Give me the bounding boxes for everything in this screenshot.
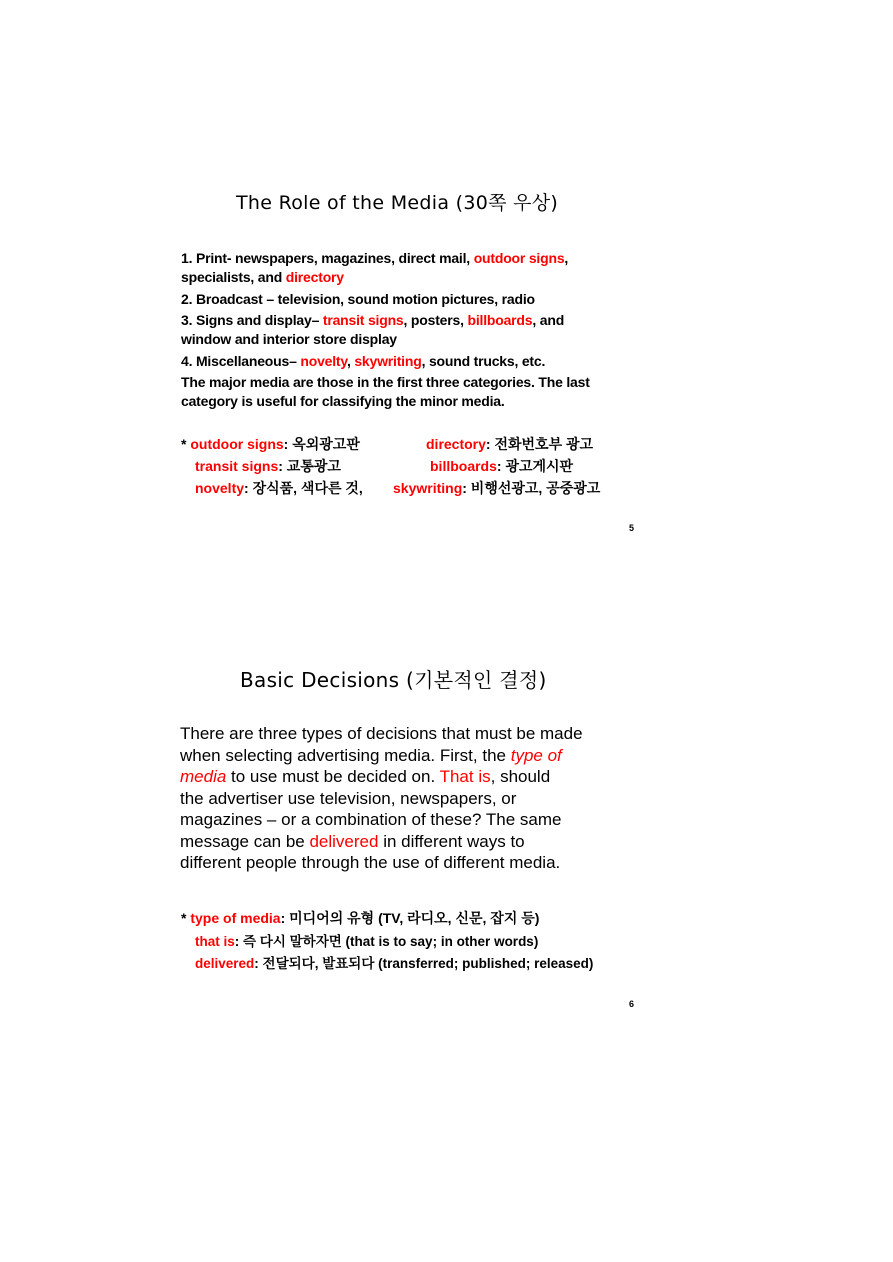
page-number: 5: [629, 523, 635, 533]
slide-2-title: Basic Decisions (기본적인 결정): [240, 668, 547, 692]
glossary-entry: * type of media: 미디어의 유형 (TV, 라디오, 신문, 잡지 등): [181, 910, 540, 926]
paragraph-line: There are three types of decisions that must be made: [180, 724, 583, 743]
list-item: 2. Broadcast – television, sound motion pictures, radio: [181, 291, 535, 307]
glossary-entry: billboards: 광고게시판: [430, 458, 574, 474]
paragraph-line: category is useful for classifying the minor media.: [181, 393, 505, 409]
paragraph-line: The major media are those in the first three categories. The last: [181, 374, 590, 390]
paragraph-line: when selecting advertising media. First, the type of: [180, 746, 562, 765]
list-item: 4. Miscellaneous– novelty, skywriting, sound trucks, etc.: [181, 353, 546, 369]
paragraph-line: magazines – or a combination of these? The same: [180, 810, 562, 829]
list-item: 1. Print- newspapers, magazines, direct mail, outdoor signs,: [181, 250, 569, 266]
list-item: 3. Signs and display– transit signs, posters, billboards, and: [181, 312, 565, 328]
glossary-entry: delivered: 전달되다, 발표되다 (transferred; published; released): [195, 956, 594, 971]
list-item: specialists, and directory: [181, 269, 344, 285]
glossary-entry: transit signs: 교통광고: [195, 458, 341, 474]
glossary-entry: directory: 전화번호부 광고: [426, 436, 594, 452]
page-number: 6: [629, 999, 635, 1009]
glossary-entry: * outdoor signs: 옥외광고판: [181, 436, 360, 452]
glossary-entry: skywriting: 비행선광고, 공중광고: [393, 480, 601, 496]
paragraph-line: media to use must be decided on. That is, should: [180, 767, 551, 786]
glossary-entry: novelty: 장식품, 색다른 것,: [195, 480, 363, 496]
paragraph-line: message can be delivered in different ways to: [180, 832, 525, 851]
paragraph-line: different people through the use of different media.: [180, 853, 561, 872]
paragraph-line: the advertiser use television, newspapers, or: [180, 789, 517, 808]
list-item: window and interior store display: [181, 331, 397, 347]
glossary-entry: that is: 즉 다시 말하자면 (that is to say; in other words): [195, 934, 539, 949]
slide-1-title: The Role of the Media (30쪽 우상): [236, 192, 559, 214]
